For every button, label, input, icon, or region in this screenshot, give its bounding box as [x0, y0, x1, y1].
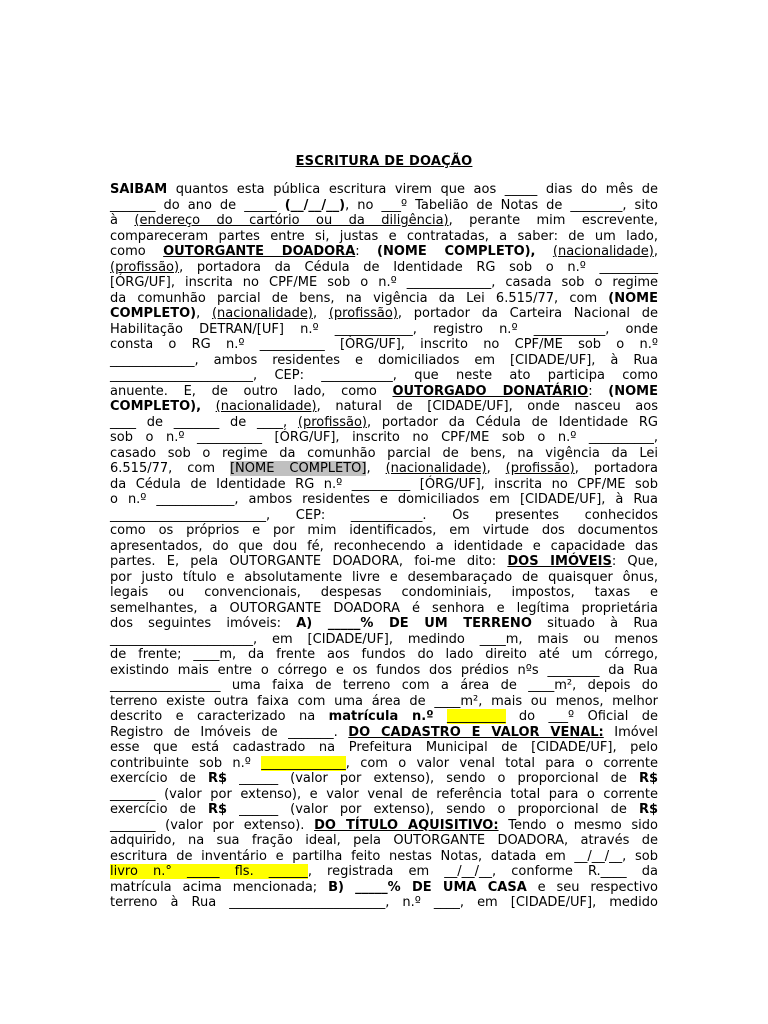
text-segment: (profissão) [297, 414, 367, 430]
text-line [110, 477, 658, 493]
text-line [110, 802, 658, 818]
text-segment: adquirido, na sua fração ideal, pela OUTORGANTE DOADORA, através de [110, 833, 658, 848]
text-segment: terreno à Rua ________________________, n.º ____, em [CIDADE/UF], medido [110, 895, 658, 910]
text-segment: 6.515/77, com [110, 461, 230, 476]
text-segment: , registrada em __/__/__, conforme R.____ da [307, 864, 658, 879]
text-segment: , [312, 306, 329, 321]
text-line [110, 399, 658, 415]
text-line [110, 229, 658, 245]
text-segment: _______ (valor por extenso), e valor venal de referência total para o corrente [110, 786, 658, 802]
text-segment: consta o RG n.º __________ [ÓRG/UF], inscrito no CPF/ME sob o n.º [110, 337, 658, 352]
text-segment [434, 709, 447, 724]
text-segment: (nacionalidade) [385, 461, 487, 476]
text-segment: DOS IMÓVEIS [507, 554, 612, 569]
text-segment: (NOME [608, 383, 658, 399]
text-segment: do ___º Oficial de [505, 709, 658, 724]
text-segment: à [110, 213, 135, 228]
text-segment: B) _____% DE UMA CASA [328, 879, 527, 895]
text-line [110, 678, 658, 694]
text-segment: ____ de _______ de ____, [110, 414, 298, 430]
text-line [110, 849, 658, 865]
text-segment: DO CADASTRO E VALOR VENAL: [348, 724, 604, 740]
text-segment: compareceram partes entre si, justas e contratadas, a saber: de um lado, [110, 228, 658, 244]
text-segment [536, 244, 553, 259]
text-line [110, 585, 658, 601]
text-segment: : Que, [611, 554, 658, 569]
text-segment: matrícula acima mencionada; [110, 879, 329, 895]
text-segment: (__/__/__) [284, 197, 346, 213]
text-segment: esse que está cadastrado na Prefeitura Municipal de [CIDADE/UF], pelo [110, 740, 658, 755]
text-line [110, 213, 658, 229]
text-line [110, 306, 658, 322]
text-segment: : [588, 383, 609, 399]
text-line [110, 446, 658, 462]
text-line [110, 756, 658, 772]
text-segment: OUTORGANTE DOADORA [163, 244, 356, 259]
text-line [110, 198, 658, 214]
document-body [110, 182, 658, 911]
text-segment: ______________________, em [CIDADE/UF], medindo ____m, mais ou menos [110, 631, 658, 647]
text-segment: da Cédula de Identidade RG n.º _________ [ÓRG/UF], inscrita no CPF/ME sob [110, 476, 658, 492]
text-segment: R$ [207, 771, 228, 786]
text-segment: matrícula n.º [328, 709, 434, 724]
text-line [110, 601, 658, 617]
text-segment: SAIBAM [110, 182, 168, 197]
text-line [110, 771, 658, 787]
text-line [110, 461, 658, 477]
text-segment: de frente; ____m, da frente aos fundos do lado direito até um córrego, [110, 647, 658, 662]
text-segment: semelhantes, a OUTORGANTE DOADORA é senhora e legítima proprietária [110, 600, 658, 616]
document-title: ESCRITURA DE DOAÇÃO [295, 154, 473, 169]
text-line [110, 353, 658, 369]
text-line [110, 384, 658, 400]
text-segment [201, 399, 216, 414]
text-segment: existindo mais entre o córrego e os fundos dos prédios nºs ________ da Rua [110, 662, 658, 678]
text-segment: situado à Rua [531, 616, 658, 631]
text-segment: : [355, 244, 378, 259]
text-line [110, 508, 658, 524]
text-segment: por justo título e absolutamente livre e desembaraçado de quaisquer ônus, [110, 569, 658, 585]
text-segment: , natural de [CIDADE/UF], onde nasceu aos [316, 399, 658, 414]
text-line [110, 787, 658, 803]
text-segment: , no ___º Tabelião de Notas de ________, sito [345, 197, 658, 213]
text-segment: (NOME COMPLETO), [377, 244, 536, 259]
text-segment: ________________________, CEP: ___________. Os presentes conhecidos [110, 507, 658, 523]
text-segment: COMPLETO), [110, 399, 202, 414]
text-segment: [ÓRG/UF], inscrita no CPF/ME sob o n.º _____________, casada sob o regime [110, 275, 658, 290]
text-segment: ______ (valor por extenso), sendo o proporcional de [227, 802, 639, 817]
text-segment: terreno existe outra faixa com uma área de ____m², mais ou menos, melhor [110, 693, 658, 709]
text-segment: , [486, 461, 506, 476]
text-segment: ______ (valor por extenso), sendo o proporcional de [227, 771, 639, 786]
text-segment: _______ do ano de _____ [110, 197, 285, 213]
text-segment: (profissão) [328, 306, 398, 321]
text-segment: _____________, ambos residentes e domiciliados em [CIDADE/UF], à Rua [110, 352, 658, 368]
text-segment: exercício de [110, 771, 208, 786]
text-segment: Registro de Imóveis de _______. [110, 724, 349, 740]
text-segment: contribuinte sob n.º [110, 755, 262, 771]
text-line [110, 415, 658, 431]
text-line [110, 182, 658, 198]
text-line [110, 647, 658, 663]
text-segment: , portadora [574, 461, 658, 476]
highlighted-field: _________ [447, 709, 506, 724]
text-segment: anuente. E, de outro lado, como [110, 383, 393, 399]
text-line [110, 275, 658, 291]
text-line [110, 291, 658, 307]
highlighted-field: _____________ [261, 755, 346, 771]
text-line [110, 709, 658, 725]
text-segment: o n.º ____________, ambos residentes e domiciliados em [CIDADE/UF], à Rua [110, 492, 658, 507]
text-segment: casado sob o regime da comunhão parcial de bens, na vigência da Lei [110, 445, 658, 461]
text-segment: (nacionalidade) [552, 244, 654, 259]
text-line [110, 492, 658, 508]
text-segment: (NOME [608, 290, 658, 306]
text-segment: dos seguintes imóveis: [110, 616, 297, 631]
text-line [110, 632, 658, 648]
text-segment: OUTORGADO DONATÁRIO [392, 383, 589, 399]
text-line [110, 694, 658, 710]
text-line [110, 523, 658, 539]
text-line [110, 818, 658, 834]
text-segment: sob o n.º __________ [ÓRG/UF], inscrito no CPF/ME sob o n.º __________, [110, 430, 658, 445]
text-segment: , perante mim escrevente, [448, 213, 658, 228]
text-segment: como os próprios e por mim identificados, em virtude dos documentos [110, 523, 658, 538]
text-segment: legais ou convencionais, despesas condominiais, impostos, taxas e [110, 585, 658, 600]
text-line [110, 740, 658, 756]
text-segment: Tendo o mesmo sido [498, 817, 658, 833]
text-line [110, 430, 658, 446]
text-segment: ______________________, CEP: ___________, que neste ato participa como [110, 368, 658, 383]
text-segment: partes. E, pela OUTORGANTE DOADORA, foi-me dito: [110, 554, 508, 569]
text-segment: _________________ uma faixa de terreno com a área de ____m², depois do [110, 678, 658, 693]
text-segment: , portador da Cédula de Identidade RG [366, 414, 659, 430]
text-segment: e seu respectivo [526, 879, 659, 895]
text-segment: (nacionalidade) [215, 399, 317, 414]
text-segment: Imóvel [603, 724, 659, 740]
text-segment: , [653, 244, 658, 259]
text-segment: , com o valor venal total para o corrente [345, 755, 658, 771]
text-segment: _______ (valor por extenso). [110, 817, 315, 833]
text-segment: A) _____% DE UM TERRENO [296, 616, 532, 631]
text-segment: , [366, 461, 386, 476]
text-segment: Habilitação DETRAN/[UF] n.º ____________, registro n.º ___________, onde [110, 321, 658, 337]
text-segment: R$ [638, 802, 659, 817]
text-line [110, 833, 658, 849]
text-line [110, 570, 658, 586]
text-line [110, 337, 658, 353]
text-segment: , portador da Carteira Nacional de [397, 306, 659, 321]
text-segment: quantos esta pública escritura virem que aos _____ dias do mês de [167, 182, 658, 197]
text-line [110, 539, 658, 555]
text-line [110, 616, 658, 632]
text-line [110, 244, 658, 260]
text-segment: COMPLETO) [110, 306, 197, 321]
text-line [110, 554, 658, 570]
text-line [110, 260, 658, 276]
text-line [110, 864, 658, 880]
text-segment: da comunhão parcial de bens, na vigência da Lei 6.515/77, com [110, 290, 609, 306]
text-segment: , portadora da Cédula de Identidade RG sob o n.º _________ [179, 259, 658, 275]
text-segment: escritura de inventário e partilha feito nestas Notas, datada em __/__/__, sob [110, 848, 658, 864]
text-segment: (endereço do cartório ou da diligência) [134, 213, 449, 228]
text-segment: (profissão) [505, 461, 575, 476]
text-segment: (profissão) [110, 259, 180, 275]
text-line [110, 368, 658, 384]
highlighted-field: livro n.° _____ fls. ______ [110, 864, 308, 879]
text-segment: apresentados, do que dou fé, reconhecendo a identidade e capacidade das [110, 538, 658, 554]
text-segment: (nacionalidade) [211, 306, 313, 321]
highlighted-field: [NOME COMPLETO] [229, 461, 367, 476]
text-line [110, 880, 658, 896]
text-segment: R$ [638, 771, 659, 786]
text-segment: como [110, 244, 164, 259]
text-segment: exercício de [110, 802, 208, 817]
text-segment: , [196, 306, 212, 321]
text-segment: descrito e caracterizado na [110, 709, 329, 724]
text-line [110, 663, 658, 679]
text-line [110, 322, 658, 338]
text-segment: R$ [207, 802, 228, 817]
text-line [110, 725, 658, 741]
text-segment: DO TÍTULO AQUISITIVO: [314, 817, 499, 833]
text-line [110, 895, 658, 911]
